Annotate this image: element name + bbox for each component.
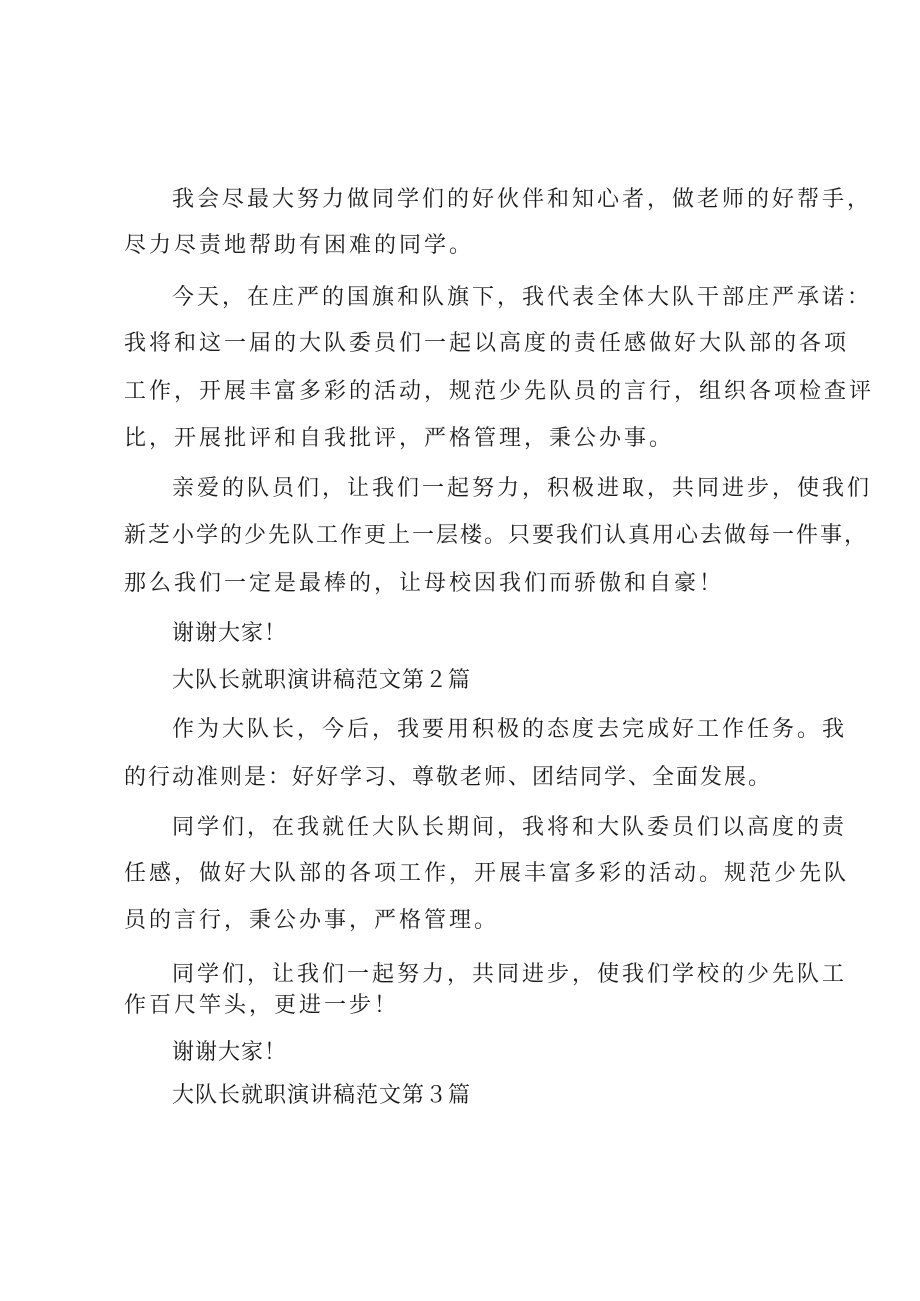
- paragraph-5-line-1: 同学们，在我就任大队长期间，我将和大队委员们以高度的责: [172, 815, 848, 840]
- paragraph-2-line-4: 比，开展批评和自我批评，严格管理，秉公办事。: [124, 426, 675, 451]
- thanks-line-1: 谢谢大家！: [172, 621, 288, 646]
- section-heading-2: 大队长就职演讲稿范文第２篇: [172, 668, 472, 693]
- paragraph-5-line-2: 任感，做好大队部的各项工作，开展丰富多彩的活动。规范少先队: [124, 861, 850, 886]
- paragraph-2-line-1: 今天，在庄严的国旗和队旗下，我代表全体大队干部庄严承诺：: [172, 285, 873, 310]
- paragraph-4-line-1: 作为大队长，今后，我要用积极的态度去完成好工作任务。我: [172, 717, 848, 742]
- paragraph-2-line-2: 我将和这一届的大队委员们一起以高度的责任感做好大队部的各项: [124, 331, 850, 356]
- section-heading-3: 大队长就职演讲稿范文第３篇: [172, 1083, 472, 1108]
- paragraph-1-line-1: 我会尽最大努力做同学们的好伙伴和知心者，做老师的好帮手，: [172, 187, 873, 212]
- paragraph-6-line-2: 作百尺竿头，更进一步！: [124, 993, 400, 1018]
- paragraph-1-line-2: 尽力尽责地帮助有困难的同学。: [124, 233, 475, 258]
- paragraph-3-line-1: 亲爱的队员们，让我们一起努力，积极进取，共同进步，使我们: [172, 476, 873, 501]
- thanks-line-2: 谢谢大家！: [172, 1040, 288, 1065]
- paragraph-4-line-2: 的行动准则是：好好学习、尊敬老师、团结同学、全面发展。: [124, 765, 773, 790]
- paragraph-6-line-1: 同学们，让我们一起努力，共同进步，使我们学校的少先队工: [172, 962, 848, 987]
- paragraph-2-line-3: 工作，开展丰富多彩的活动，规范少先队员的言行，组织各项检查评: [124, 379, 875, 404]
- paragraph-5-line-3: 员的言行，秉公办事，严格管理。: [124, 908, 500, 933]
- paragraph-3-line-3: 那么我们一定是最棒的，让母校因我们而骄傲和自豪！: [124, 571, 725, 596]
- paragraph-3-line-2: 新芝小学的少先队工作更上一层楼。只要我们认真用心去做每一件事，: [124, 523, 869, 548]
